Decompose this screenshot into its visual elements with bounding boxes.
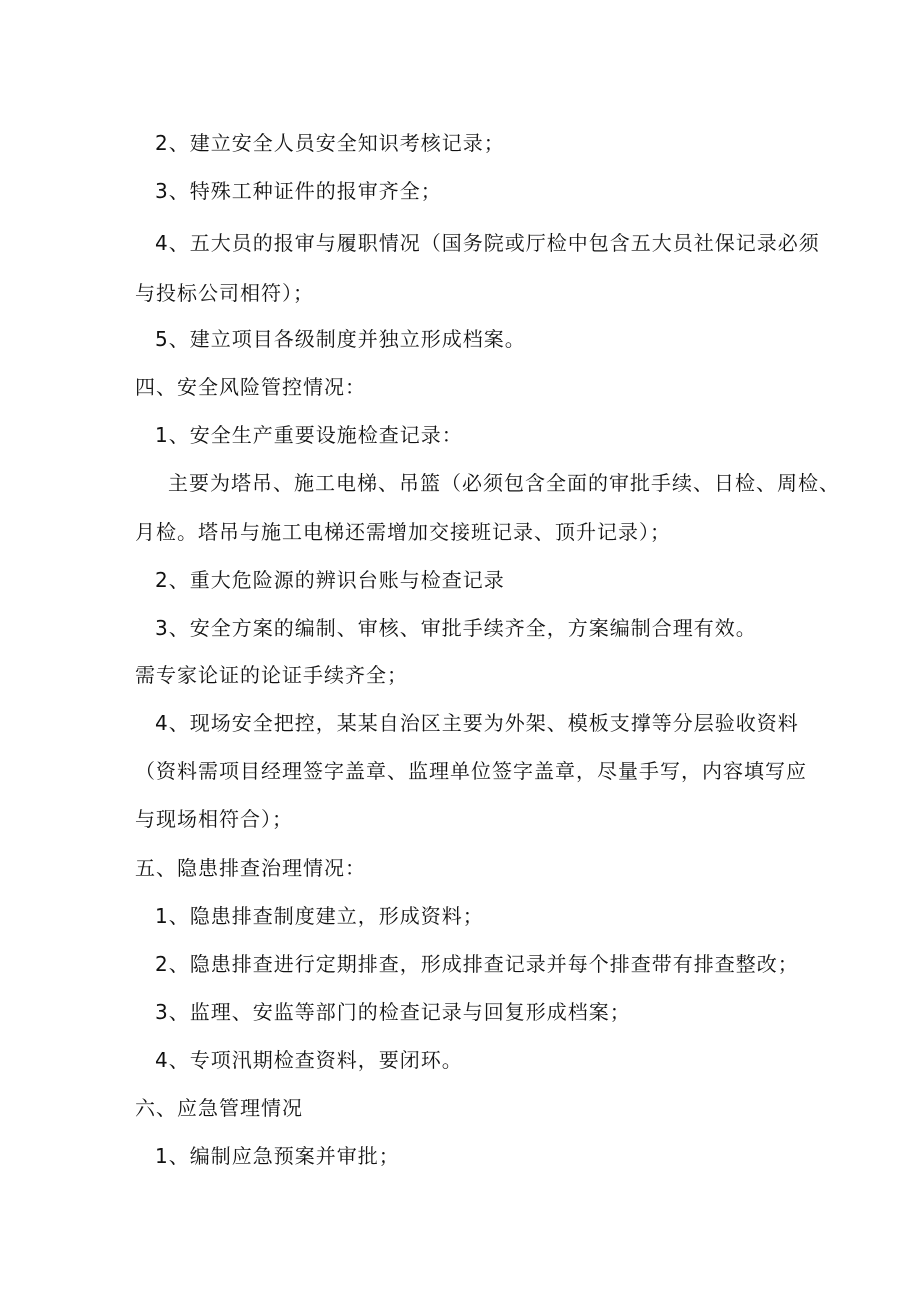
item-1-facility-inspection: 1、安全生产重要设施检查记录：: [155, 423, 463, 447]
item-2-safety-knowledge: 2、建立安全人员安全知识考核记录；: [155, 131, 505, 155]
item-4-continuation: 与投标公司相符）；: [135, 281, 314, 305]
item-1-emergency-plan: 1、编制应急预案并审批；: [155, 1144, 400, 1168]
item-3-continuation: 需专家论证的论证手续齐全；: [135, 663, 408, 687]
item-4-site-control-cont1: （资料需项目经理签字盖章、监理单位签字盖章，尽量手写，内容填写应: [135, 759, 807, 783]
item-4-site-control-cont2: 与现场相符合）；: [135, 807, 293, 831]
item-3-safety-plan: 3、安全方案的编制、审核、审批手续齐全，方案编制合理有效。: [155, 616, 757, 640]
item-1-hazard-system: 1、隐患排查制度建立，形成资料；: [155, 904, 484, 928]
paragraph-tower-crane-cont: 月检。塔吊与施工电梯还需增加交接班记录、顶升记录）；: [135, 520, 671, 544]
item-4-flood-season: 4、专项汛期检查资料，要闭环。: [155, 1048, 463, 1072]
section-4-heading: 四、安全风险管控情况：: [135, 375, 366, 399]
section-5-heading: 五、隐患排查治理情况：: [135, 856, 366, 880]
item-4-site-control: 4、现场安全把控，某某自治区主要为外架、模板支撑等分层验收资料: [155, 711, 799, 735]
item-5-project-systems: 5、建立项目各级制度并独立形成档案。: [155, 327, 526, 351]
item-3-special-certificates: 3、特殊工种证件的报审齐全；: [155, 179, 442, 203]
item-2-periodic-check: 2、隐患排查进行定期排查，形成排查记录并每个排查带有排查整改；: [155, 952, 799, 976]
item-2-hazard-ledger: 2、重大危险源的辨识台账与检查记录: [155, 568, 505, 592]
item-3-supervision-records: 3、监理、安监等部门的检查记录与回复形成档案；: [155, 1000, 631, 1024]
item-4-five-officers: 4、五大员的报审与履职情况（国务院或厅检中包含五大员社保记录必须: [155, 231, 820, 255]
section-6-heading: 六、应急管理情况: [135, 1096, 303, 1120]
paragraph-tower-crane: 主要为塔吊、施工电梯、吊篮（必须包含全面的审批手续、日检、周检、: [168, 471, 840, 495]
